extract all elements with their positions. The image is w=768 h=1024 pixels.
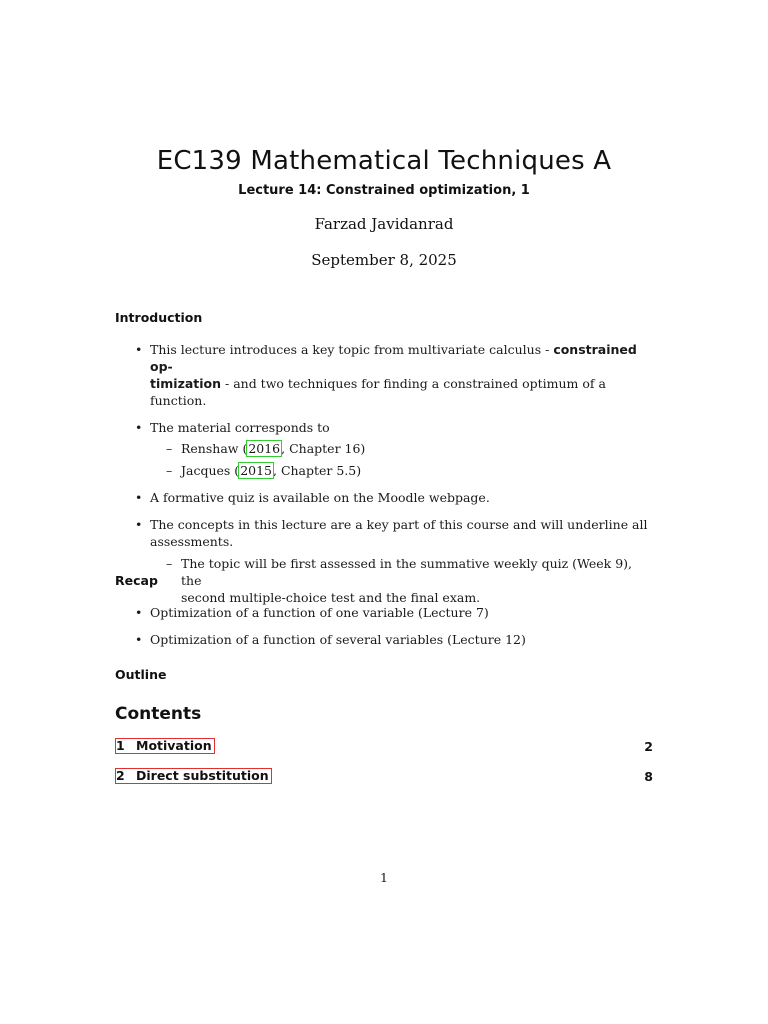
reference-jacques <box>115 462 653 479</box>
assessment-line-2: second multiple-choice test and the final exam. <box>181 590 481 605</box>
concepts-line-2: assessments. <box>150 534 234 549</box>
concepts-line-1: The concepts in this lecture are a key part of this course and will underline all <box>150 517 648 532</box>
intro-bullet-topic-text: This lecture introduces a key topic from multivariate calculus - <box>150 342 554 357</box>
renshaw-author: Renshaw ( <box>181 441 248 456</box>
intro-bullet-material <box>115 419 653 436</box>
toc-link-motivation[interactable] <box>115 738 215 754</box>
toc-label: Motivation <box>136 738 212 753</box>
reference-renshaw <box>115 440 653 457</box>
introduction-list <box>115 341 653 606</box>
toc-entry-direct-substitution <box>115 768 653 784</box>
document-date: September 8, 2025 <box>311 251 457 269</box>
material-text: The material corresponds to <box>150 420 330 435</box>
toc-link-direct-substitution[interactable] <box>115 768 272 784</box>
toc-number: 2 <box>116 768 125 783</box>
contents-heading: Contents <box>115 704 202 724</box>
jacques-author: Jacques ( <box>181 463 240 478</box>
renshaw-chapter: , Chapter 16) <box>281 441 366 456</box>
quiz-text: A formative quiz is available on the Moodle webpage. <box>150 490 490 505</box>
document-subtitle: Lecture 14: Constrained optimization, 1 <box>238 183 530 198</box>
constrained-optimization-term-2: timization <box>150 376 222 391</box>
recap-list <box>115 604 653 648</box>
recap-item: • Optimization of a function of several variables (Lecture 12) <box>115 631 653 648</box>
page-number: 1 <box>380 870 388 885</box>
toc-entry-motivation <box>115 738 653 754</box>
assessment-note <box>115 555 653 606</box>
toc-label: Direct substitution <box>136 768 269 783</box>
recap-item: • Optimization of a function of one variable (Lecture 7) <box>115 604 653 621</box>
document-author: Farzad Javidanrad <box>314 215 454 233</box>
renshaw-citation-link[interactable]: 2016 <box>248 441 281 456</box>
introduction-heading: Introduction <box>115 310 203 325</box>
intro-bullet-topic <box>115 341 653 409</box>
assessment-line-1: The topic will be first assessed in the summative weekly quiz (Week 9), the <box>181 556 633 588</box>
jacques-chapter: , Chapter 5.5) <box>273 463 362 478</box>
outline-heading: Outline <box>115 667 167 682</box>
recap-heading: Recap <box>115 573 158 588</box>
intro-bullet-concepts <box>115 516 653 550</box>
toc-page-number: 2 <box>644 739 653 754</box>
intro-bullet-topic-rest: - and two techniques for finding a constrained optimum of a function. <box>150 376 606 408</box>
document-title: EC139 Mathematical Techniques A <box>156 146 612 176</box>
toc-number: 1 <box>116 738 125 753</box>
constrained-optimization-term-1: constrained op- <box>150 342 637 374</box>
jacques-citation-link[interactable]: 2015 <box>240 463 272 478</box>
toc-page-number: 8 <box>644 769 653 784</box>
intro-bullet-quiz <box>115 489 653 506</box>
